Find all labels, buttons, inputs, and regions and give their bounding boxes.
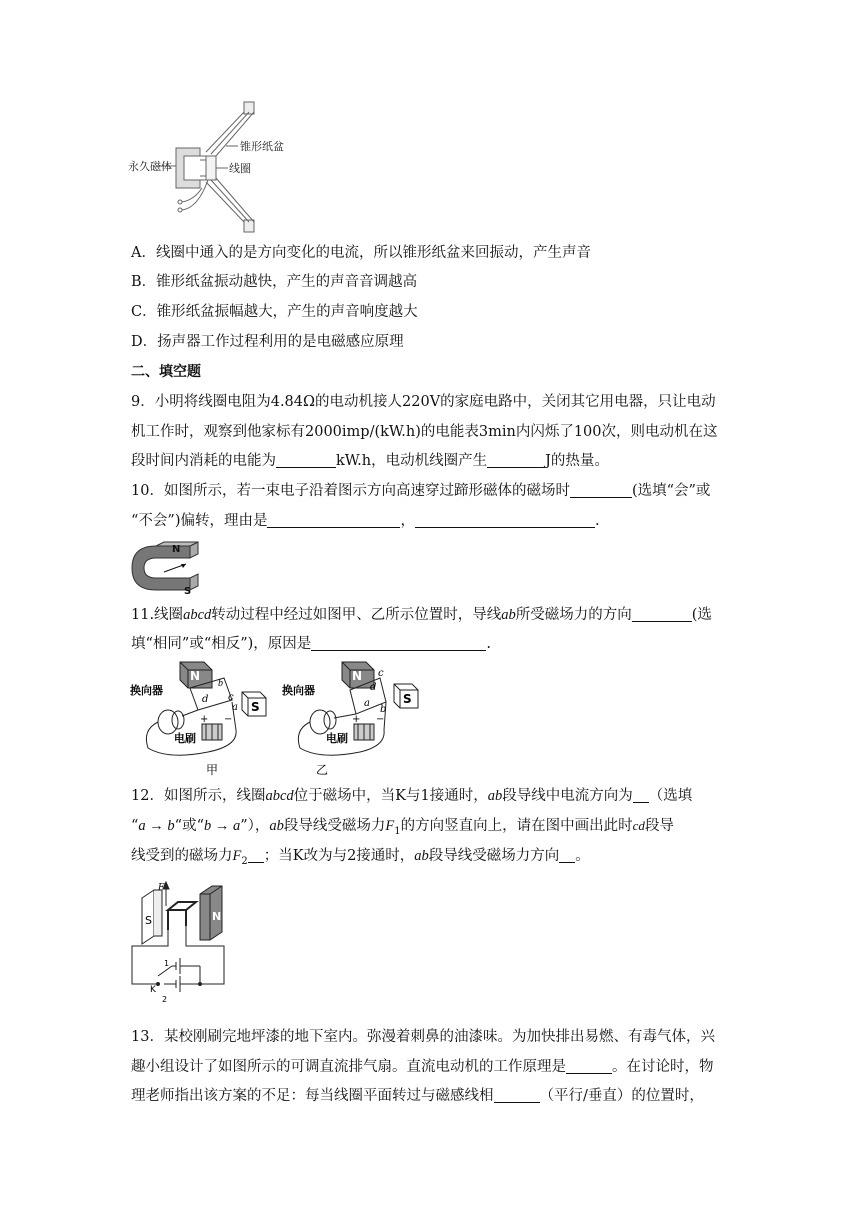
q11-jia-plus: + — [200, 714, 209, 725]
q11-jia-c: c — [228, 692, 234, 703]
q11-yi-c: c — [378, 668, 384, 679]
q12-fig-s: S — [145, 914, 152, 927]
q12-blank-current[interactable] — [633, 786, 649, 803]
q11-yi-a: a — [364, 698, 370, 709]
option-b: B．锥形纸盆振动越快，产生的声音音调越高 — [131, 274, 418, 290]
label-cone: 锥形纸盆 — [240, 140, 284, 153]
q12-blank-direction[interactable] — [559, 846, 575, 863]
label-magnet: 永久磁体 — [128, 160, 172, 173]
option-a: A．线圈中通入的是方向变化的电流，所以锥形纸盆来回振动，产生声音 — [131, 245, 591, 261]
q10-line1: 10．如图所示，若一束电子沿着图示方向高速穿过蹄形磁体的磁场时 (选填“会”或 — [131, 483, 711, 499]
q11-jia-b: b — [218, 678, 223, 689]
q11-yi-s: S — [403, 692, 412, 706]
q9-blank-energy[interactable] — [276, 451, 336, 468]
option-d: D．扬声器工作过程利用的是电磁感应原理 — [131, 334, 404, 350]
q12-line1: 12．如图所示，线圈abcd位于磁场中，当K与1接通时，ab段导线中电流方向为 （选填 — [131, 788, 693, 804]
q13-blank-position[interactable] — [494, 1086, 540, 1103]
coil-circuit-figure — [128, 880, 238, 1004]
q11-yi-n: N — [352, 669, 363, 683]
q11-yi-minus: − — [376, 714, 385, 725]
q11-blank-direction[interactable] — [632, 605, 692, 622]
q11-jia-n: N — [190, 669, 201, 683]
q10-blank-deflect[interactable] — [570, 481, 632, 498]
horseshoe-magnet-figure — [128, 540, 208, 596]
q11-yi-brush: 电刷 — [326, 732, 348, 745]
q13-blank-principle[interactable] — [566, 1057, 612, 1074]
section-title: 二、填空题 — [131, 364, 201, 380]
q11-jia-s: S — [251, 700, 260, 714]
q11-jia-brush: 电刷 — [174, 732, 196, 745]
q12-fig-2: 2 — [162, 995, 168, 1004]
q9-blank-heat[interactable] — [487, 451, 545, 468]
option-c: C．锥形纸盆振幅越大，产生的声音响度越大 — [131, 304, 418, 320]
label-coil: 线圈 — [229, 162, 251, 175]
q11-yi-plus: + — [352, 714, 361, 725]
q10-blank-reason1[interactable] — [267, 511, 400, 528]
q11-jia-d: d — [202, 694, 209, 705]
q12-fig-k: K — [150, 985, 156, 995]
motor-figure-yi — [280, 660, 420, 778]
q12-blank-f2[interactable] — [248, 846, 264, 863]
q12-line3: 线受到的磁场力$F_2$ ；当K改为与2接通时，ab段导线受磁场力方向 。 — [131, 848, 590, 867]
q13-line2: 趣小组设计了如图所示的可调直流排气扇。直流电动机的工作原理是 。在讨论时，物 — [131, 1059, 714, 1075]
q10-line2: “不会”)偏转，理由是 ， . — [131, 513, 600, 529]
q9-line2: 机工作时，观察到他家标有2000imp/(kW.h)的电能表3min内闪烁了100次，则电动机在这 — [131, 424, 718, 440]
q12-fig-f: F — [158, 883, 165, 893]
q10-fig-n: N — [172, 544, 181, 555]
q11-line2: 填“相同”或“相反”)，原因是 . — [131, 636, 491, 652]
q11-yi-b: b — [380, 704, 387, 715]
q11-jia-minus: − — [224, 714, 233, 725]
q12-fig-n: N — [212, 910, 222, 923]
q10-blank-reason2[interactable] — [415, 511, 595, 528]
q11-caption-jia: 甲 — [206, 763, 219, 777]
q11-yi-commutator: 换向器 — [282, 684, 315, 697]
speaker-figure — [128, 100, 288, 240]
q11-blank-reason[interactable] — [311, 634, 486, 651]
q12-line2: “a → b“或“b → a”），ab段导线受磁场力$F_1$的方向竖直向上，请在图中画出此时cd段导 — [131, 818, 674, 837]
q11-jia-a: a — [232, 702, 238, 713]
q10-fig-s: S — [184, 586, 192, 596]
q11-line1: 11.线圈abcd转动过程中经过如图甲、乙所示位置时，导线ab所受磁场力的方向 (选 — [131, 607, 712, 623]
q13-line1: 13．某校刚刷完地坪漆的地下室内。弥漫着刺鼻的油漆味。为加快排出易燃、有毒气体，兴 — [131, 1029, 715, 1045]
q9-line1: 9．小明将线圈电阻为4.84Ω的电动机接人220V的家庭电路中，关闭其它用电器，只让电动 — [131, 394, 716, 410]
q12-fig-1: 1 — [164, 959, 170, 968]
q9-line3: 段时间内消耗的电能为 kW.h，电动机线圈产生 J的热量。 — [131, 453, 609, 469]
q11-yi-d: d — [370, 682, 377, 693]
q11-caption-yi: 乙 — [316, 763, 329, 777]
motor-figure-jia — [128, 660, 268, 778]
q13-line3: 理老师指出该方案的不足：每当线圈平面转过与磁感线相 （平行/垂直）的位置时， — [131, 1088, 704, 1104]
q11-jia-commutator: 换向器 — [130, 684, 163, 697]
